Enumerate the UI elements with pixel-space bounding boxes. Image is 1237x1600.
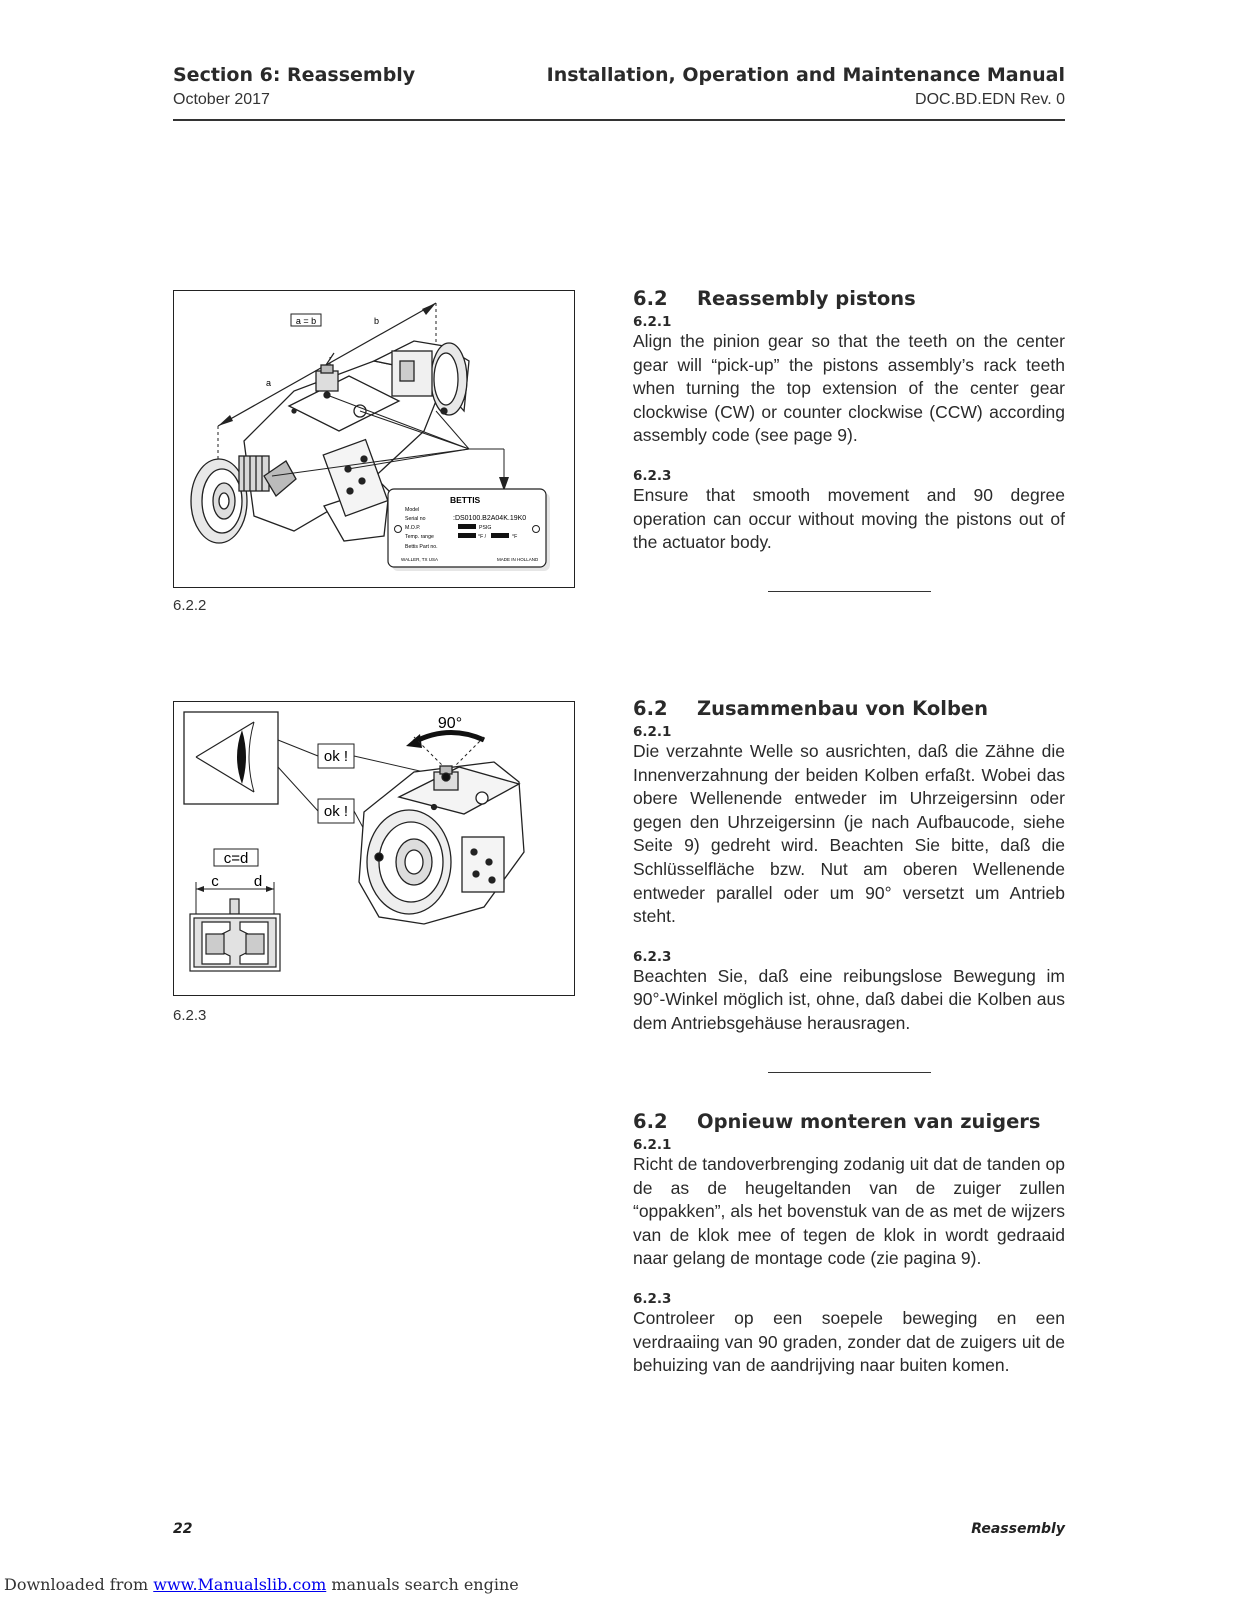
plate-temp-units: °F / (478, 534, 487, 540)
section-title-de: Zusammenbau von Kolben (697, 697, 989, 720)
header-date: October 2017 (173, 91, 270, 108)
page-number: 22 (173, 1521, 193, 1537)
plate-made-right: MADE IN HOLLAND (497, 557, 539, 562)
ok-label-2: ok ! (323, 803, 349, 820)
section-heading-en (633, 287, 1065, 310)
plate-row-model: Model (405, 507, 420, 513)
plate-row-part: Bettis Part no. (405, 544, 438, 550)
label-c-equals-d: c=d (223, 850, 249, 867)
separator (768, 1072, 931, 1073)
footer-section: Reassembly (971, 1521, 1065, 1537)
paragraph: Align the pinion gear so that the teeth on the center gear will “pick-up” the pistons assembly’s rack teeth when turning the top extension of the center gear clockwise (CW) or counter clockwise (CCW) according assembly code (see page 9). (633, 331, 1065, 446)
section-title: Section 6: Reassembly (173, 64, 416, 86)
label-a: a (266, 378, 272, 388)
paragraph: Die verzahnte Welle so ausrichten, daß die Zähne die Innenverzahnung der beiden Kolben erfaßt. Wobei das obere Wellenende entweder im Uhrzeigersinn oder gegen den Uhrzeigersinn (je nach Aufbaucode, siehe Seite 9) gedreht wird. Beachten Sie bitte, daß die Schlüsselfläche bzw. Nut am oberen Wellenende entweder parallel oder um 90° versetzt um Antrieb steht. (633, 741, 1065, 927)
plate-serial: :DS0100.B2A04K.19K0 (453, 515, 527, 522)
plate-temp-units2: °F (512, 534, 518, 540)
subsection-number: 6.2.3 (633, 467, 672, 484)
section-number: 6.2 (633, 697, 668, 720)
download-suffix: manuals search engine (326, 1575, 519, 1594)
ok-label-1: ok ! (323, 748, 349, 765)
actuator-rotation-diagram (174, 702, 574, 995)
download-notice (4, 1575, 519, 1594)
paragraph: Controleer op een soepele beweging en een verdraaiing van 90 graden, zonder dat de zuigers uit de behuizing van de aandrijving naar buiten komen. (633, 1307, 1065, 1376)
nameplate (388, 489, 550, 571)
section-title-nl: Opnieuw monteren van zuigers (697, 1110, 1041, 1133)
subsection-number: 6.2.3 (633, 948, 672, 965)
section-heading-nl (633, 1110, 1065, 1133)
section-en (633, 287, 1065, 555)
paragraph: Beachten Sie, daß eine reibungslose Bewegung im 90°-Winkel möglich ist, ohne, daß dabei die Kolben aus dem Antriebsgehäuse herausragen. (633, 965, 1065, 1033)
plate-brand: BETTIS (450, 495, 481, 505)
section-nl (633, 1110, 1065, 1378)
figure-6-2-3 (173, 701, 575, 996)
angle-label: 90° (437, 715, 463, 732)
subsection-number: 6.2.1 (633, 724, 672, 740)
header-rule (173, 119, 1065, 121)
doc-revision: DOC.BD.EDN Rev. 0 (915, 91, 1065, 108)
paragraph: Richt de tandoverbrenging zodanig uit dat de tanden op de as de heugeltanden van de zuiger zullen “oppakken”, als het bovenstuk van de as met de wijzers van de klok mee of tegen de klok in wordt gedraaid naar gelang de montage code (zie pagina 9). (633, 1154, 1065, 1269)
section-title-en: Reassembly pistons (697, 287, 916, 310)
label-c: c (211, 873, 219, 890)
figure-6-2-2 (173, 290, 575, 588)
paragraph: Ensure that smooth movement and 90 degree operation can occur without moving the pistons out of the actuator body. (633, 484, 1065, 553)
subsection-number: 6.2.1 (633, 314, 672, 330)
figure-caption-6-2-2: 6.2.2 (173, 597, 207, 614)
section-de (633, 697, 1065, 1036)
subsection-number: 6.2.1 (633, 1137, 672, 1153)
section-number: 6.2 (633, 287, 668, 310)
manualslib-link[interactable]: www.Manualslib.com (153, 1575, 327, 1594)
plate-row-serial: Serial no (405, 516, 426, 522)
plate-psig: PSIG (479, 525, 492, 531)
section-heading-de (633, 697, 1065, 720)
figure-caption-6-2-3: 6.2.3 (173, 1007, 207, 1024)
plate-row-mop: M.O.P. (405, 525, 421, 531)
download-prefix: Downloaded from (4, 1575, 154, 1594)
label-d: d (253, 873, 263, 890)
separator (768, 591, 931, 592)
manual-title: Installation, Operation and Maintenance Manual (546, 64, 1065, 86)
label-b: b (374, 316, 380, 326)
subsection-number: 6.2.3 (633, 1290, 672, 1307)
plate-row-temp: Temp. range (405, 534, 434, 540)
section-number: 6.2 (633, 1110, 668, 1133)
label-a-equals-b: a = b (295, 316, 317, 326)
actuator-label-diagram (174, 291, 574, 587)
plate-made-left: WALLER, TX USA (401, 557, 439, 562)
